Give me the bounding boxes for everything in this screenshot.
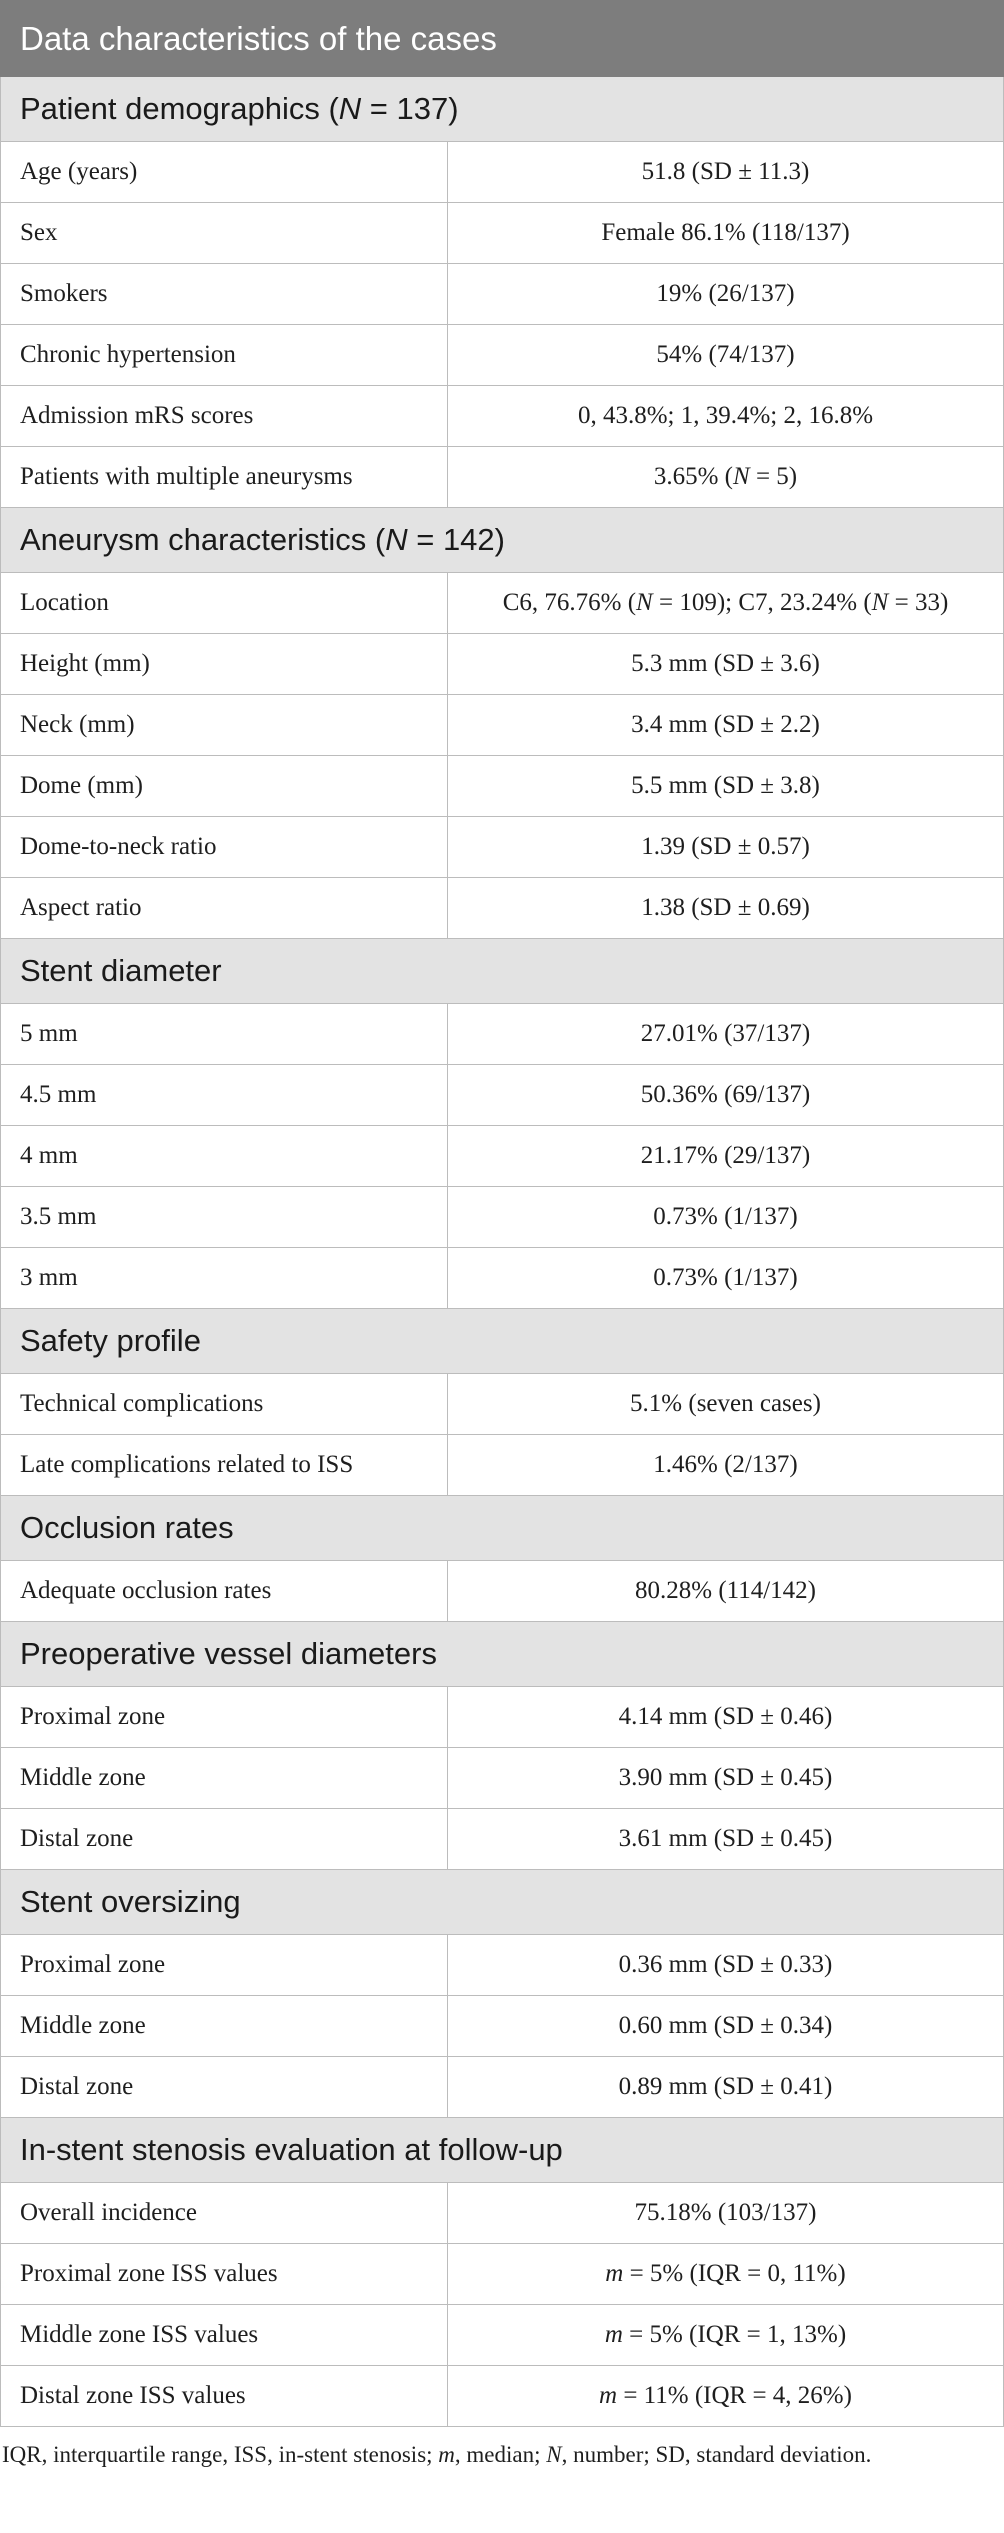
row-label: Proximal zone [1,1687,448,1748]
table-row [1,1996,1004,2057]
row-value: 27.01% (37/137) [448,1004,1004,1065]
table-row [1,264,1004,325]
table-row [1,817,1004,878]
row-value: 50.36% (69/137) [448,1065,1004,1126]
row-value: 0.60 mm (SD ± 0.34) [448,1996,1004,2057]
row-label: Proximal zone [1,1935,448,1996]
row-label: Distal zone [1,1809,448,1870]
row-value: 75.18% (103/137) [448,2183,1004,2244]
table-title-row [1,1,1004,77]
section-header-row [1,939,1004,1004]
row-label: Dome-to-neck ratio [1,817,448,878]
table-row [1,1374,1004,1435]
row-label: 3.5 mm [1,1187,448,1248]
table-row [1,1126,1004,1187]
table-row [1,447,1004,508]
row-label: Height (mm) [1,634,448,695]
table-row [1,878,1004,939]
row-value: C6, 76.76% (N = 109); C7, 23.24% (N = 33) [448,573,1004,634]
row-label: Middle zone ISS values [1,2305,448,2366]
row-value: 1.39 (SD ± 0.57) [448,817,1004,878]
row-value: 21.17% (29/137) [448,1126,1004,1187]
row-value: 0.73% (1/137) [448,1187,1004,1248]
table-row [1,1004,1004,1065]
table-row [1,573,1004,634]
row-value: 0.89 mm (SD ± 0.41) [448,2057,1004,2118]
row-label: Sex [1,203,448,264]
table-row [1,695,1004,756]
table-row [1,1435,1004,1496]
row-label: Patients with multiple aneurysms [1,447,448,508]
table-row [1,2366,1004,2427]
row-value: 5.3 mm (SD ± 3.6) [448,634,1004,695]
row-value: 0.73% (1/137) [448,1248,1004,1309]
row-label: Overall incidence [1,2183,448,2244]
table-row [1,634,1004,695]
section-heading: Patient demographics (N = 137) [1,77,1004,142]
row-value: m = 5% (IQR = 1, 13%) [448,2305,1004,2366]
table-row [1,1935,1004,1996]
section-header-row [1,1496,1004,1561]
table-row [1,1065,1004,1126]
row-label: Adequate occlusion rates [1,1561,448,1622]
row-label: Technical complications [1,1374,448,1435]
row-label: 4.5 mm [1,1065,448,1126]
row-value: 5.1% (seven cases) [448,1374,1004,1435]
table-row [1,2183,1004,2244]
row-label: Proximal zone ISS values [1,2244,448,2305]
row-value: 19% (26/137) [448,264,1004,325]
table-row [1,756,1004,817]
section-header-row [1,1622,1004,1687]
section-header-row [1,1309,1004,1374]
table-row [1,1748,1004,1809]
section-header-row [1,508,1004,573]
table-row [1,203,1004,264]
row-value: 3.65% (N = 5) [448,447,1004,508]
row-label: Distal zone [1,2057,448,2118]
row-label: Aspect ratio [1,878,448,939]
row-label: Admission mRS scores [1,386,448,447]
row-value: 3.90 mm (SD ± 0.45) [448,1748,1004,1809]
table-row [1,325,1004,386]
table-row [1,386,1004,447]
row-label: 5 mm [1,1004,448,1065]
row-label: Age (years) [1,142,448,203]
row-value: 51.8 (SD ± 11.3) [448,142,1004,203]
row-label: Late complications related to ISS [1,1435,448,1496]
section-header-row [1,1870,1004,1935]
table-row [1,2244,1004,2305]
row-value: m = 5% (IQR = 0, 11%) [448,2244,1004,2305]
row-value: 4.14 mm (SD ± 0.46) [448,1687,1004,1748]
table-row [1,1687,1004,1748]
row-value: 54% (74/137) [448,325,1004,386]
section-heading: Preoperative vessel diameters [1,1622,1004,1687]
table-row [1,2305,1004,2366]
section-heading: Aneurysm characteristics (N = 142) [1,508,1004,573]
row-value: 0, 43.8%; 1, 39.4%; 2, 16.8% [448,386,1004,447]
section-heading: Safety profile [1,1309,1004,1374]
table-footnote: IQR, interquartile range, ISS, in-stent stenosis; m, median; N, number; SD, standard deviation. [2,2442,872,2467]
section-header-row [1,77,1004,142]
row-value: 3.61 mm (SD ± 0.45) [448,1809,1004,1870]
section-heading: Occlusion rates [1,1496,1004,1561]
row-label: Middle zone [1,1996,448,2057]
row-value: 5.5 mm (SD ± 3.8) [448,756,1004,817]
table-row [1,1561,1004,1622]
section-heading: Stent diameter [1,939,1004,1004]
row-label: Dome (mm) [1,756,448,817]
table-row [1,1809,1004,1870]
section-heading: In-stent stenosis evaluation at follow-up [1,2118,1004,2183]
row-value: m = 11% (IQR = 4, 26%) [448,2366,1004,2427]
table-title: Data characteristics of the cases [1,1,1004,77]
table-row [1,1187,1004,1248]
row-label: Neck (mm) [1,695,448,756]
row-label: Chronic hypertension [1,325,448,386]
row-label: Smokers [1,264,448,325]
row-value: 1.38 (SD ± 0.69) [448,878,1004,939]
row-label: 4 mm [1,1126,448,1187]
row-value: Female 86.1% (118/137) [448,203,1004,264]
table-row [1,142,1004,203]
table-row [1,2057,1004,2118]
table-row [1,1248,1004,1309]
row-label: 3 mm [1,1248,448,1309]
row-value: 80.28% (114/142) [448,1561,1004,1622]
row-label: Middle zone [1,1748,448,1809]
row-value: 0.36 mm (SD ± 0.33) [448,1935,1004,1996]
section-heading: Stent oversizing [1,1870,1004,1935]
section-header-row [1,2118,1004,2183]
row-label: Distal zone ISS values [1,2366,448,2427]
row-label: Location [1,573,448,634]
row-value: 3.4 mm (SD ± 2.2) [448,695,1004,756]
row-value: 1.46% (2/137) [448,1435,1004,1496]
